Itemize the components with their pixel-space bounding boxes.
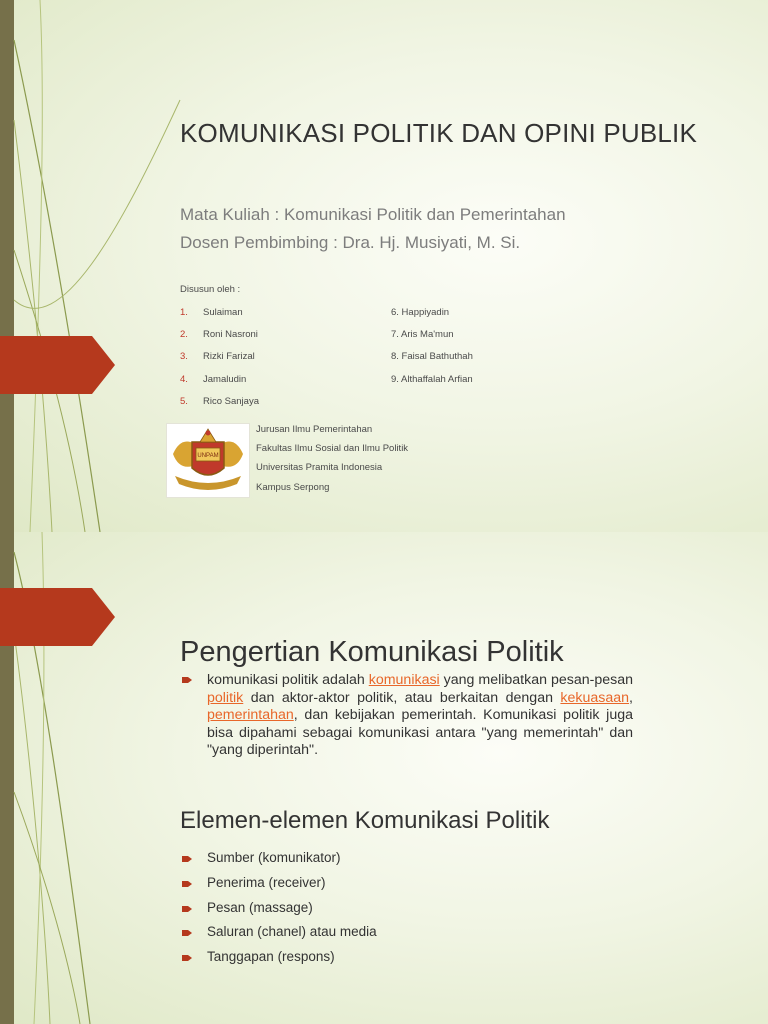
institution-line: Kampus Serpong (256, 482, 330, 493)
element-item: Sumber (komunikator) (207, 850, 341, 865)
arrow-bullet-icon (182, 676, 192, 684)
arrow-bullet-icon (182, 855, 192, 863)
university-logo (166, 423, 250, 498)
arrow-bullet-icon (182, 954, 192, 962)
presentation-title: KOMUNIKASI POLITIK DAN OPINI PUBLIK (180, 118, 698, 148)
author-item: 4. Jamaludin (180, 374, 247, 385)
arrow-bullet-icon (182, 880, 192, 888)
element-item: Pesan (massage) (207, 900, 313, 915)
element-item: Tanggapan (respons) (207, 949, 335, 964)
link-pemerintahan[interactable]: pemerintahan (207, 707, 294, 723)
link-politik[interactable]: politik (207, 689, 244, 706)
element-item: Penerima (receiver) (207, 875, 326, 890)
svg-text:UNPAM: UNPAM (197, 453, 219, 459)
institution-line: Universitas Pramita Indonesia (256, 462, 383, 473)
author-item: 6. Happiyadin (391, 307, 450, 318)
red-arrow-accent (0, 336, 115, 394)
elements-title: Elemen-elemen Komunikasi Politik (180, 807, 550, 834)
link-komunikasi[interactable]: komunikasi (368, 672, 440, 688)
institution-line: Jurusan Ilmu Pemerintahan (256, 424, 373, 435)
author-item: 3. Rizki Farizal (180, 351, 255, 362)
arrow-bullet-icon (182, 929, 192, 937)
compiled-by-label: Disusun oleh : (180, 284, 241, 295)
author-item: 9. Althaffalah Arfian (391, 374, 473, 385)
lecturer-subtitle: Dosen Pembimbing : Dra. Hj. Musiyati, M. Si. (180, 233, 521, 252)
red-arrow-accent (0, 588, 115, 646)
author-item: 7. Aris Ma'mun (391, 329, 454, 340)
author-item: 2. Roni Nasroni (180, 329, 258, 340)
section-title: Pengertian Komunikasi Politik (180, 636, 564, 668)
slide-definition (0, 532, 768, 1024)
author-item: 1. Sulaiman (180, 307, 243, 318)
author-item: 8. Faisal Bathuthah (391, 351, 473, 362)
element-item: Saluran (chanel) atau media (207, 924, 377, 939)
link-kekuasaan[interactable]: kekuasaan (560, 689, 630, 706)
definition-paragraph: komunikasi politik adalah komunikasi yang melibatkan pesan-pesan politik dan aktor-aktor politik, atau berkaitan dengan kekuasaan, pemerintahan, dan kebijakan pemerintah. Komunikasi politik juga bisa dipahami sebagai komunikasi antara "yang memerintah" dan "yang diperintah". (207, 672, 633, 758)
arrow-bullet-icon (182, 905, 192, 913)
author-item: 5. Rico Sanjaya (180, 396, 259, 407)
institution-line: Fakultas Ilmu Sosial dan Ilmu Politik (256, 443, 409, 454)
course-subtitle: Mata Kuliah : Komunikasi Politik dan Pemerintahan (180, 205, 566, 224)
